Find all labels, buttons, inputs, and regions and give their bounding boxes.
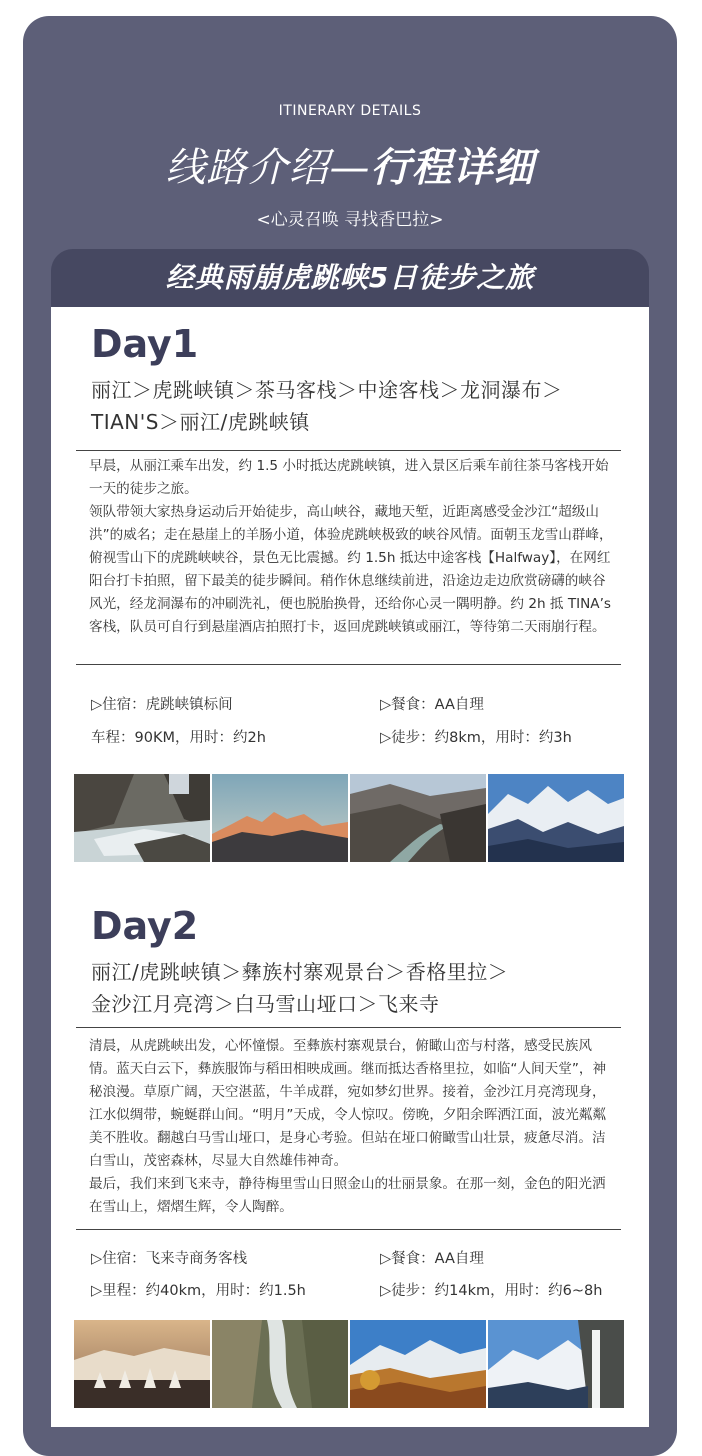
info-meals: ▷餐食：AA自理 bbox=[380, 1251, 484, 1267]
waterfall-peak-photo bbox=[488, 1320, 624, 1408]
route-line: 金沙江月亮湾＞白马雪山垭口＞飞来寺 bbox=[91, 992, 440, 1016]
day-description bbox=[89, 1035, 619, 1219]
info-drive: 车程：90KM，用时：约2h bbox=[91, 730, 266, 746]
day-route bbox=[91, 374, 631, 438]
photo-strip bbox=[74, 1320, 624, 1408]
desc-paragraph: 最后，我们来到飞来寺，静待梅里雪山日照金山的壮丽景象。在那一刻，金色的阳光洒在雪山上，熠熠生辉，令人陶醉。 bbox=[89, 1176, 606, 1215]
autumn-mountain-photo bbox=[350, 1320, 486, 1408]
photo-strip bbox=[74, 774, 624, 862]
divider bbox=[76, 664, 621, 665]
title-bold: 行程详细 bbox=[370, 145, 535, 191]
info-hike: ▷徒步：约14km，用时：约6~8h bbox=[380, 1283, 603, 1299]
route-line: 丽江/虎跳峡镇＞彝族村寨观景台＞香格里拉＞ bbox=[91, 960, 509, 984]
route-line: TIAN'S＞丽江/虎跳峡镇 bbox=[91, 410, 310, 434]
section-subtitle: <心灵召唤 寻找香巴拉> bbox=[256, 210, 444, 230]
forest-stream-photo bbox=[212, 1320, 348, 1408]
info-lodging: ▷住宿：飞来寺商务客栈 bbox=[91, 1251, 248, 1267]
route-title-banner: 经典雨崩虎跳峡5日徒步之旅 bbox=[51, 249, 649, 307]
day-title: Day1 bbox=[91, 322, 199, 366]
section-title bbox=[23, 136, 677, 193]
day-title: Day2 bbox=[91, 904, 199, 948]
desc-paragraph: 领队带领大家热身运动后开始徒步，高山峡谷，藏地天堑，近距离感受金沙江“超级山洪”的威名；走在悬崖上的羊肠小道，体验虎跳峡极致的峡谷风情。面朝玉龙雪山群峰，俯视雪山下的虎跳峡峡谷，景色无比震撼。约 1.5h 抵达中途客栈【Halfway】，在网红阳台打卡拍照，留下最美的徒步瞬间。稍作休息继续前进，沿途边走边欣赏磅礴的峡谷风光，经龙洞瀑布的冲刷洗礼，便也脱胎换骨，还给你心灵一隅明静。约 2h 抵 TINA’s 客栈，队员可自行到悬崖酒店拍照打卡，返回虎跳峡镇或丽江，等待第二天雨崩行程。 bbox=[89, 504, 613, 635]
day-description bbox=[89, 455, 619, 639]
snow-mountain-photo bbox=[488, 774, 624, 862]
desc-paragraph: 早晨，从丽江乘车出发，约 1.5 小时抵达虎跳峡镇，进入景区后乘车前往茶马客栈开始一天的徒步之旅。 bbox=[89, 458, 609, 497]
desc-paragraph: 清晨，从虎跳峡出发，心怀憧憬。至彝族村寨观景台，俯瞰山峦与村落，感受民族风情。蓝天白云下，彝族服饰与稻田相映成画。继而抵达香格里拉，如临“人间天堂”，神秘浪漫。草原广阔，天空湛蓝，牛羊成群，宛如梦幻世界。接着，金沙江月亮湾现身，江水似绸带，蜿蜒群山间。“明月”天成，令人惊叹。傍晚，夕阳余晖洒江面，波光粼粼美不胜收。翻越白马雪山垭口，是身心考验。但站在垭口俯瞰雪山壮景，疲惫尽消。洁白雪山，茂密森林，尽显大自然雄伟神奇。 bbox=[89, 1038, 607, 1169]
gorge-river-photo bbox=[74, 774, 210, 862]
section-eyebrow: ITINERARY DETAILS bbox=[278, 103, 422, 119]
route-line: 丽江＞虎跳峡镇＞茶马客栈＞中途客栈＞龙洞瀑布＞ bbox=[91, 378, 563, 402]
divider bbox=[76, 1027, 621, 1028]
title-light: 线路介绍— bbox=[165, 145, 371, 191]
valley-river-photo bbox=[350, 774, 486, 862]
divider bbox=[76, 450, 621, 451]
snow-peak-sunset-photo bbox=[212, 774, 348, 862]
stupa-sunset-photo bbox=[74, 1320, 210, 1408]
info-lodging: ▷住宿：虎跳峡镇标间 bbox=[91, 697, 233, 713]
divider bbox=[76, 1229, 621, 1230]
itinerary-card bbox=[51, 307, 649, 1427]
info-hike: ▷徒步：约8km，用时：约3h bbox=[380, 730, 572, 746]
info-meals: ▷餐食：AA自理 bbox=[380, 697, 484, 713]
day-route bbox=[91, 956, 631, 1020]
info-drive: ▷里程：约40km，用时：约1.5h bbox=[91, 1283, 306, 1299]
